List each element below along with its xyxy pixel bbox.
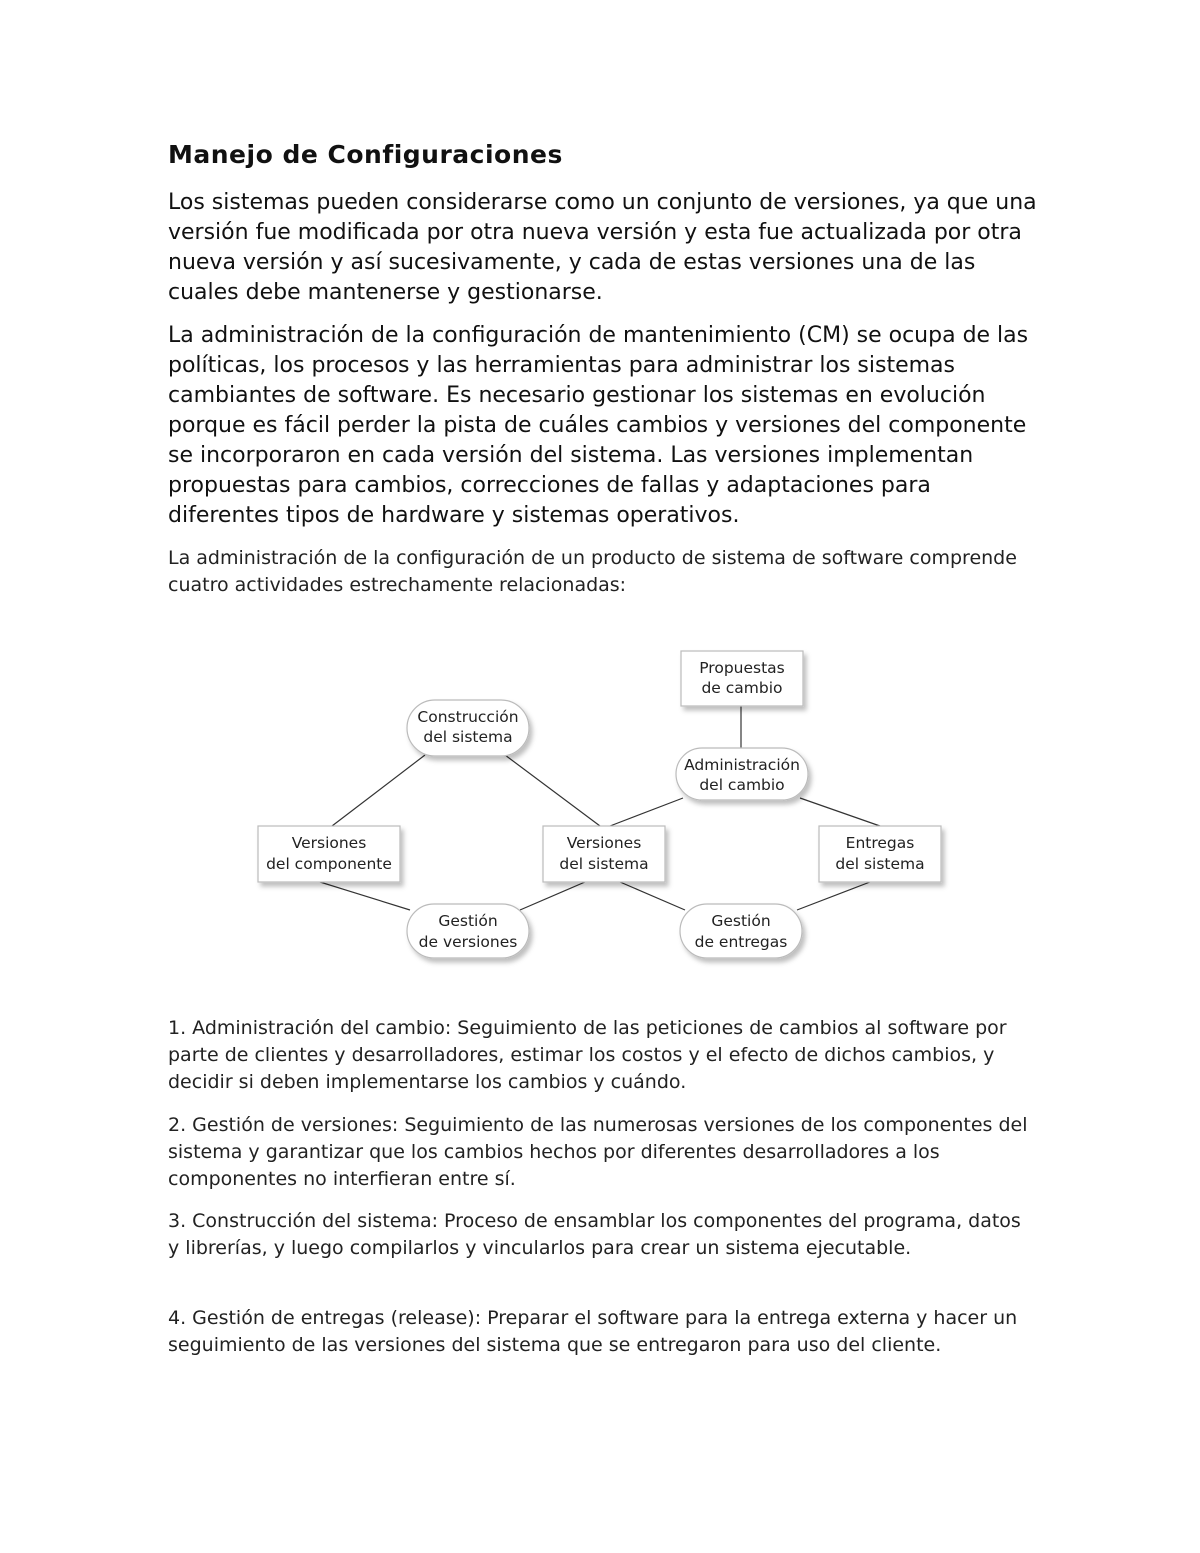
node-gestion-entregas-line2: de entregas [694, 933, 788, 951]
node-gestion-de-entregas [680, 904, 802, 958]
node-construccion-del-sistema [407, 700, 529, 756]
list-item-release-management: 4. Gestión de entregas (release): Preparar el software para la entrega externa y hacer un seguimiento de las versiones del sistema que se entregaron para uso del cliente. [168, 1307, 1018, 1356]
node-gestion-entregas-line1: Gestión [711, 912, 771, 930]
connector-administracion-entregas [800, 798, 880, 826]
node-versiones-del-sistema [543, 826, 665, 882]
node-versiones-sistema-line2: del sistema [559, 855, 649, 873]
connector-versiones-sistema-gestion-versiones [520, 882, 585, 910]
connector-versiones-sistema-gestion-entregas [620, 882, 685, 910]
node-versiones-componente-line1: Versiones [291, 834, 367, 852]
node-administracion-del-cambio [676, 748, 808, 800]
list-item-system-building: 3. Construcción del sistema: Proceso de ensamblar los componentes del programa, datos y librerías, y luego compilarlos y vincularlos para crear un sistema ejecutable. [168, 1210, 1021, 1259]
node-administracion-line1: Administración [684, 756, 800, 774]
node-construccion-line2: del sistema [423, 728, 513, 746]
node-propuestas-line1: Propuestas [699, 659, 785, 677]
connector-construccion-versiones-sistema [505, 755, 600, 826]
connector-administracion-versiones-sistema [610, 798, 683, 826]
node-administracion-line2: del cambio [699, 776, 785, 794]
connector-construccion-versiones-componente [332, 755, 425, 826]
node-versiones-componente-line2: del componente [266, 855, 392, 873]
node-gestion-versiones-line2: de versiones [418, 933, 518, 951]
connector-entregas-gestion-entregas [797, 882, 870, 910]
intro-paragraph: Los sistemas pueden considerarse como un conjunto de versiones, ya que una versión fue modificada por otra nueva versión y esta fue actualizada por otra nueva versión y así sucesivamente, y cada de estas versiones una de las cuales debe mantenerse y gestionarse. [168, 190, 1037, 305]
cm-paragraph: La administración de la configuración de mantenimiento (CM) se ocupa de las políticas, los procesos y las herramientas para administrar los sistemas cambiantes de software. Es necesario gestionar los sistemas en evolución porque es fácil perder la pista de cuáles cambios y versiones del componente se incorporaron en cada versión del sistema. Las versiones implementan propuestas para cambios, correcciones de fallas y adaptaciones para diferentes tipos de hardware y sistemas operativos. [168, 323, 1029, 528]
node-gestion-versiones-line1: Gestión [438, 912, 498, 930]
node-entregas-line2: del sistema [835, 855, 925, 873]
connector-versiones-componente-gestion-versiones [320, 882, 410, 910]
node-gestion-de-versiones [407, 904, 529, 958]
activities-intro-paragraph: La administración de la configuración de un producto de sistema de software comprende cuatro actividades estrechamente relacionadas: [168, 547, 1017, 596]
node-entregas-line1: Entregas [845, 834, 915, 852]
list-item-change-management: 1. Administración del cambio: Seguimiento de las peticiones de cambios al software por parte de clientes y desarrolladores, estimar los costos y el efecto de dichos cambios, y decidir si deben implementarse los cambios y cuándo. [168, 1017, 1007, 1093]
page-title: Manejo de Configuraciones [168, 140, 563, 169]
node-entregas-del-sistema [819, 826, 941, 882]
node-construccion-line1: Construcción [417, 708, 519, 726]
list-item-version-management: 2. Gestión de versiones: Seguimiento de las numerosas versiones de los componentes del sistema y garantizar que los cambios hechos por diferentes desarrolladores a los componentes no interfieran entre sí. [168, 1114, 1028, 1190]
node-versiones-del-componente [258, 826, 400, 882]
node-versiones-sistema-line1: Versiones [566, 834, 642, 852]
node-propuestas-line2: de cambio [701, 679, 783, 697]
node-propuestas-de-cambio [681, 651, 803, 706]
